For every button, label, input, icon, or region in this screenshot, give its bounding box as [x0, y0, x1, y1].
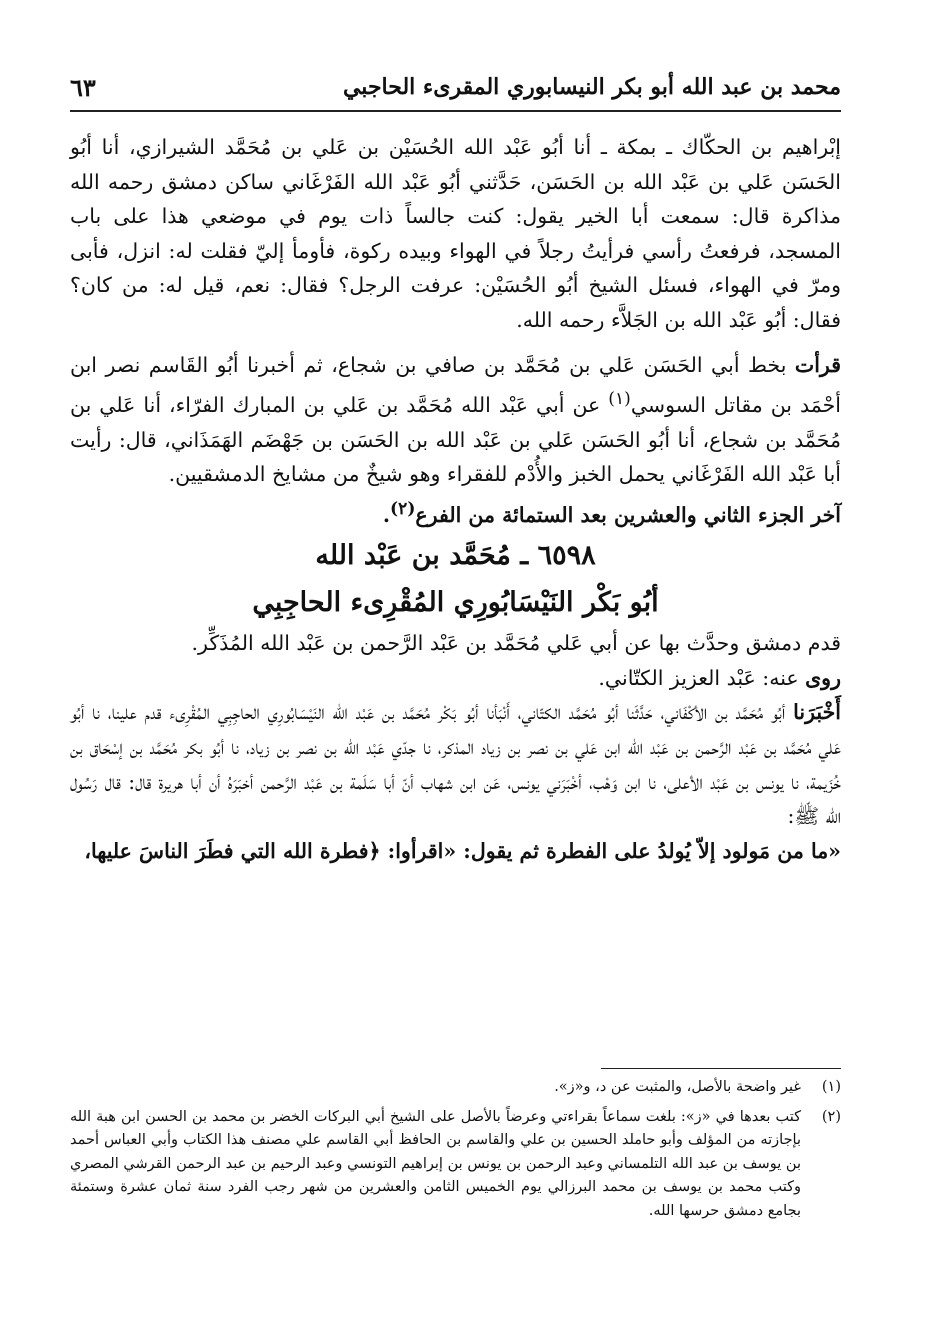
paragraph-5: [70, 695, 841, 833]
paragraph-3: قدم دمشق وحدَّث بها عن أبي عَلي مُحَمَّد بن عَبْد الرَّحمن بن عَبْد الله المُذَكِّر.: [191, 631, 841, 656]
entry-heading-title: أبُو بَكْر النَيْسَابُورِي المُقْرِىء الحاجِبِي: [252, 587, 659, 619]
paragraph-4-text: عنه: عَبْد العزيز الكتّاني.: [598, 665, 806, 690]
paragraph-4-lead: روى: [805, 665, 841, 690]
section-end-text: آخر الجزء الثاني والعشرين بعد الستمائة من الفرع: [415, 502, 841, 527]
section-end-note: آخر الجزء الثاني والعشرين بعد الستمائة من الفرع$^{(٢)}$.: [382, 498, 841, 527]
paragraph-2-lead: قرأت: [794, 352, 841, 377]
footnote-2: [70, 1106, 841, 1224]
paragraph-1: إبْراهيم بن الحكّاك ـ بمكة ـ أنا أبُو عَبْد الله الحُسَيْن بن عَلي بن مُحَمَّد الشيرازي، أنا أبُو الحَسَن عَلي بن عَبْد الله بن الحَسَن، حَدَّثني أبُو عَبْد الله الفَرْغَاني ساكن دمشق رحمه الله مذاكرة قال: سمعت أبا الخير يقول: كنت جالساً ذات يوم في موضعي هذا على باب المسجد، فرفعتُ رأسي فرأيتُ رجلاً في الهواء وبيده ركوة، فأومأ إليّ فقلت له: انزل، فأبى ومرّ في الهواء، فسئل الشيخ أبُو الحُسَيْن: عرفت الرجل؟ فقال: نعم، قيل له: من كان؟ فقال: أبُو عَبْد الله بن الجَلاَّء رحمه الله.: [70, 135, 841, 332]
footnote-marker: (١): [821, 1079, 841, 1095]
paragraph-2-text-a: بخط أبي الحَسَن عَلي بن مُحَمَّد بن صافي بن شجاع، ثم أخبرنا أبُو القَاسم نصر ابن أحْمَد بن مقاتل السوسي: [70, 352, 841, 417]
paragraph-5-lead: أَخْبَرَنا: [793, 700, 841, 725]
paragraph-5-text: أبُو مُحَمَّد بن الأكْفَاني، حَدَّثَنا أبُو مُحَمَّد الكتّاني، أَنْبَأنا أبُو بَكْر مُحَمَّد بن عَبْد الله النَيْسَابُورِي الحاجِبِي المُقْرِىء قدم علينا، نا أبُو عَلي مُحَمَّد بن عَبْد الرَّحمن بن عَبْد الله ابن عَلي بن نصر بن زياد المذكر، نا جدّي عَبْد الله بن نصر بن زياد، نا أبُو بكر مُحَمَّد بن إسْحَاق بن خُزَيمة، نا يونس بن عَبْد الأعلى، نا ابن وَهْب، أخْبَرَني يونس، عَن ابن شهاب أنّ أبا سَلَمة بن عَبْد الرَّحمن أخبَرَهُ أن أبا هريرة قال: قال رَسُول الله ﷺ:: [70, 700, 841, 829]
entry-heading-number: ٦٥٩٨ ـ مُحَمَّد بن عَبْد الله: [315, 540, 596, 572]
page-header: [70, 66, 841, 108]
footnote-1: [70, 1076, 841, 1100]
paragraph-2-text-b: عن أبي عَبْد الله مُحَمَّد بن عَلي بن المبارك الفرّاء، أنا عَلي بن مُحَمَّد بن شجاع، أنا أبُو الحَسَن عَلي بن عَبْد الله بن الحَسَن بن جَهْضَم الهَمَذَاني، قال: رأيت أبا عَبْد الله الفَرْغَاني يحمل الخبز والأُدْم للفقراء وهو شيخٌ من مشايخ الدمشقيين.: [70, 392, 841, 487]
footnote-text: كتب بعدها في «ز»: بلغت سماعاً بقراءتي وعرضاً بالأصل على الشيخ أبي البركات الخضر بن محمد بن الحسن ابن هبة الله بإجازته من المؤلف وأبو حاملد الحسين بن علي والقاسم بن الحافظ أبي القاسم علي مصنف هذا الكتاب وأبي العباس أحمد بن يوسف بن عبد الله التلمساني وعبد الرحمن بن يونس بن إبراهيم التونسي وعبد الرحيم بن عبد الرحمن القرشي المصري وكتب محمد بن يوسف بن محمد البرزالي يوم الخميس الثامن والعشرين من شهر رجب الفرد سنة ثمان عشرة وستمئة بجامع دمشق حرسها الله.: [70, 1108, 802, 1219]
paragraph-2: [70, 348, 841, 492]
page-number: ٦٣: [70, 72, 96, 102]
running-title: محمد بن عبد الله أبو بكر النيسابوري المقرىء الحاجبي: [342, 74, 841, 100]
footnote-ref-2: (٢): [390, 498, 416, 519]
footnotes: [70, 1076, 841, 1229]
footnote-separator: [601, 1068, 841, 1069]
footnote-ref-1: (١): [608, 389, 631, 410]
hadith-text: «ما من مَولود إلاّ يُولدُ على الفطرة ثم يقول: «اقرأوا: ﴿فطرة الله التي فطَرَ الناسَ عليها،: [84, 838, 841, 863]
paragraph-4: [70, 661, 841, 696]
footnote-text: غير واضحة بالأصل، والمثبت عن د، و«ز».: [554, 1079, 801, 1095]
main-text: [70, 130, 841, 868]
header-rule: [70, 110, 841, 112]
footnote-marker: (٢): [821, 1108, 841, 1125]
